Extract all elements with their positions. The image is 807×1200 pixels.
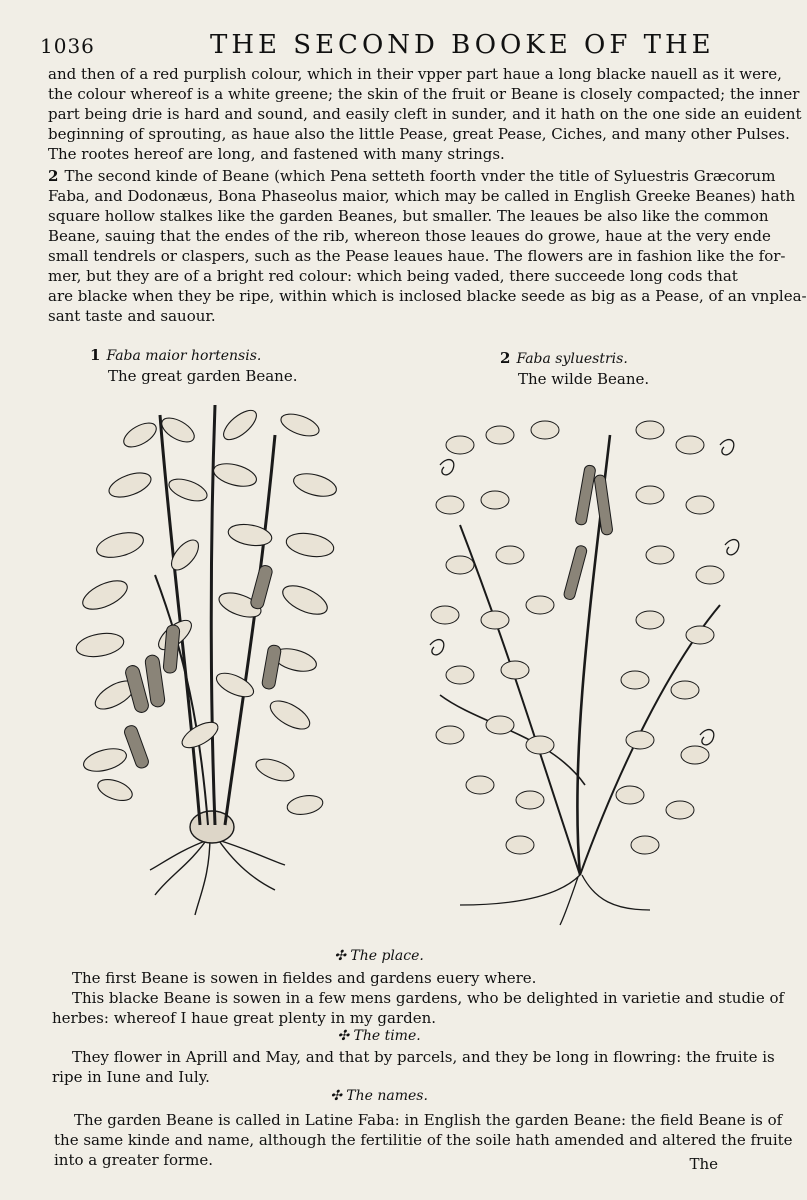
section-heading-time: ✣ The time. <box>337 1028 421 1044</box>
text-line: The rootes hereof are long, and fastened with many strings. <box>48 145 505 163</box>
text-line: Beane, sauing that the endes of the rib, whereon those leaues do growe, haue at the very ende <box>48 227 771 245</box>
text-line: Faba, and Dodonæus, Bona Phaseolus maior, which may be called in English Greeke Beanes) hath <box>48 187 796 205</box>
text-line: into a greater forme. <box>54 1151 214 1169</box>
text-line: and then of a red purplish colour, which in their vpper part haue a long blacke nauell as it were, <box>48 65 782 83</box>
names-paragraph <box>54 1110 793 1170</box>
text-line: ripe in Iune and Iuly. <box>52 1068 210 1086</box>
place-paragraph <box>52 968 785 1028</box>
text-line: part being drie is hard and sound, and easily cleft in sunder, and it hath on the one side an euident <box>48 105 802 123</box>
english-name: The great garden Beane. <box>108 367 298 385</box>
paragraph-number: 2 <box>48 167 59 185</box>
text-line: The garden Beane is called in Latine Faba: in English the garden Beane: the field Beane is of <box>74 1111 783 1129</box>
figure-caption-left <box>90 345 297 386</box>
garden-bean-woodcut <box>60 395 350 935</box>
text-line: small tendrels or claspers, such as the Pease leaues haue. The flowers are in fashion like the for- <box>48 247 786 265</box>
english-name: The wilde Beane. <box>518 370 650 388</box>
text-line: sant taste and sauour. <box>48 307 216 325</box>
figure-number: 1 <box>90 346 101 364</box>
time-paragraph <box>52 1047 775 1087</box>
text-line: herbes: whereof I haue great plenty in my garden. <box>52 1009 436 1027</box>
second-kind-paragraph <box>48 166 807 326</box>
text-line: square hollow stalkes like the garden Beanes, but smaller. The leaues be also like the common <box>48 207 769 225</box>
section-heading-place: ✣ The place. <box>334 948 424 964</box>
figure-caption-right <box>500 348 649 389</box>
text-line: the same kinde and name, although the fertilitie of the soile hath amended and altered the fruite <box>54 1131 793 1149</box>
latin-name: Faba maior hortensis. <box>106 348 262 364</box>
page-number: 1036 <box>40 34 95 58</box>
intro-paragraph <box>48 64 802 164</box>
text-line: They flower in Aprill and May, and that by parcels, and they be long in flowring: the fruite is <box>72 1048 775 1066</box>
section-heading-names: ✣ The names. <box>330 1088 428 1104</box>
wild-bean-woodcut <box>420 405 740 925</box>
text-line: the colour whereof is a white greene; the skin of the fruit or Beane is closely compacted; the inner <box>48 85 800 103</box>
page-header <box>40 30 720 64</box>
running-head: THE SECOND BOOKE OF THE <box>210 30 715 60</box>
text-line: mer, but they are of a bright red colour: which being vaded, there succeede long cods that <box>48 267 738 285</box>
text-line: The first Beane is sowen in fieldes and gardens euery where. <box>72 969 537 987</box>
text-line: 2 The second kinde of Beane (which Pena setteth foorth vnder the title of Syluestris Græcorum <box>48 167 776 185</box>
text-line: beginning of sprouting, as haue also the little Pease, great Pease, Ciches, and many other Pulses. <box>48 125 790 143</box>
text-line: are blacke when they be ripe, within which is inclosed blacke seede as big as a Pease, of an vnplea- <box>48 287 807 305</box>
latin-name: Faba syluestris. <box>516 351 628 367</box>
catchword: The <box>689 1155 718 1173</box>
text-line: This blacke Beane is sowen in a few mens gardens, who be delighted in varietie and studie of <box>72 989 785 1007</box>
figure-number: 2 <box>500 349 511 367</box>
